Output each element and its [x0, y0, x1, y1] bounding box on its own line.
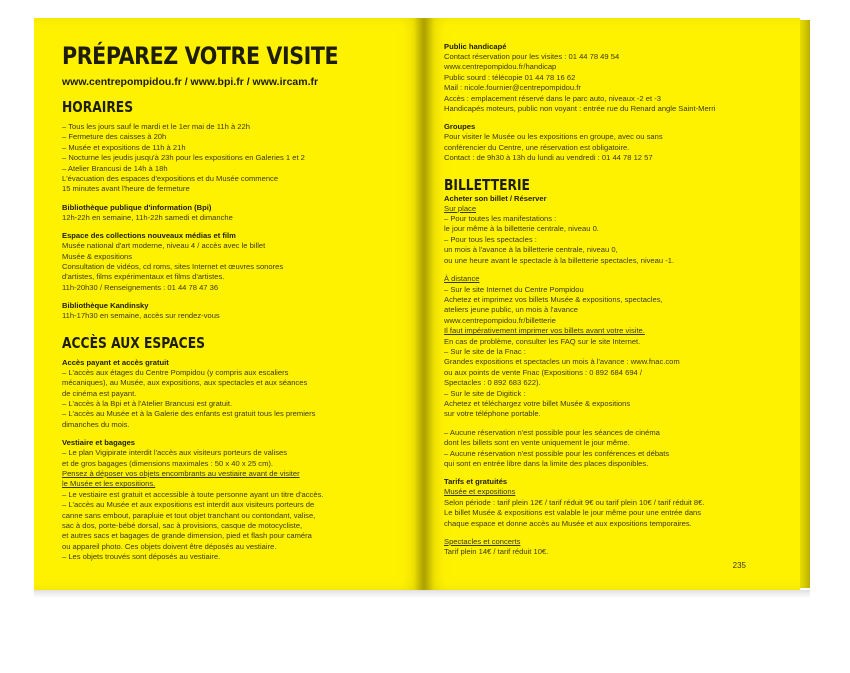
handicap-line: Public sourd : télécopie 01 44 78 16 62: [444, 72, 576, 82]
billetterie-heading: BILLETTERIE: [444, 175, 530, 194]
handicap-line: Contact réservation pour les visites : 01 44 78 49 54: [444, 52, 620, 61]
distance-line: – Sur le site de Digitick :: [444, 388, 526, 398]
distance-line: – Sur le site Internet du Centre Pompidou: [444, 284, 584, 294]
vestiaire-notice: Pensez à déposer vos objets encombrants au vestiaire avant de visiter: [62, 468, 300, 478]
surplace-label: Sur place: [444, 203, 477, 213]
spectacles-line: Tarif plein 14€ / tarif réduit 10€.: [444, 547, 549, 557]
page-number: 235: [732, 561, 746, 570]
acheter-heading: Acheter son billet / Réserver: [444, 193, 547, 203]
distance-line: Achetez et imprimez vos billets Musée & expositions, spectacles,: [444, 294, 663, 304]
distance-line: www.centrepompidou.fr/billetterie: [444, 315, 556, 325]
kandinsky-heading: Bibliothèque Kandinsky: [62, 301, 149, 311]
groupes-line: conférencier du Centre, une réservation est obligatoire.: [444, 142, 630, 152]
distance-line: ou aux points de vente Fnac (Expositions : 0 892 684 694 /: [444, 367, 642, 377]
acces-heading: ACCÈS AUX ESPACES: [62, 333, 205, 352]
vestiaire-line: – L'accès au Musée et aux expositions est interdit aux visiteurs porteurs de: [62, 500, 315, 510]
left-column: [62, 18, 402, 563]
vestiaire-line: sac à dos, porte-bébé dorsal, sac à provisions, casque de motocycliste,: [62, 520, 303, 530]
horaires-text: [62, 122, 402, 195]
vestiaire-line: et de gros bagages (dimensions maximales : 50 x 40 x 25 cm).: [62, 458, 274, 468]
page-title: PRÉPAREZ VOTRE VISITE: [62, 42, 339, 70]
musee-label: Musée et expositions: [444, 487, 516, 497]
handicap-line: www.centrepompidou.fr/handicap: [444, 62, 557, 72]
vestiaire-line: et autres sacs et bagages de grande dimension, pied et flash pour caméra: [62, 531, 312, 541]
distance-line: sur votre téléphone portable.: [444, 409, 541, 419]
groupes-line: Contact : de 9h30 à 13h du lundi au vendredi : 01 44 78 12 57: [444, 153, 653, 163]
page-edges: [800, 20, 810, 588]
spine-shadow: [414, 18, 434, 590]
media-line: Consultation de vidéos, cd roms, sites Internet et œuvres sonores: [62, 262, 284, 272]
horaires-line: – Fermeture des caisses à 20h: [62, 132, 167, 142]
kandinsky-line: 11h-17h30 en semaine, accès sur rendez-vous: [62, 311, 220, 321]
surplace-line: le jour même à la billetterie centrale, niveau 0.: [444, 224, 599, 234]
musee-line: Selon période : tarif plein 12€ / tarif réduit 9€ ou tarif plein 10€ / tarif réduit 8€.: [444, 497, 705, 507]
horaires-line: – Nocturne les jeudis jusqu'à 23h pour les expositions en Galeries 1 et 2: [62, 153, 305, 163]
media-heading: Espace des collections nouveaux médias et film: [62, 231, 236, 241]
distance-line: En cas de problème, consulter les FAQ sur le site Internet.: [444, 336, 641, 346]
media-line: Musée & expositions: [62, 251, 133, 261]
website-urls: www.centrepompidou.fr / www.bpi.fr / www.ircam.fr: [62, 76, 319, 88]
distance-line: – Sur le site de la Fnac :: [444, 346, 526, 356]
media-line: 11h-20h30 / Renseignements : 01 44 78 47 36: [62, 282, 219, 292]
surplace-line: – Pour tous les spectacles :: [444, 234, 537, 244]
tarifs-heading: Tarifs et gratuités: [444, 477, 508, 487]
note-line: qui sont en entrée libre dans la limite des places disponibles.: [444, 459, 649, 468]
musee-line: Le billet Musée & expositions est valable le jour même pour une entrée dans: [444, 508, 702, 518]
horaires-line: – Atelier Brancusi de 14h à 18h: [62, 163, 168, 173]
note-line: – Aucune réservation n'est possible pour les séances de cinéma: [444, 427, 660, 437]
horaires-line: 15 minutes avant l'heure de fermeture: [62, 184, 190, 194]
surplace-line: – Pour toutes les manifestations :: [444, 214, 557, 224]
surplace-line: un mois à l'avance à la billetterie centrale, niveau 0,: [444, 245, 618, 255]
media-line: d'artistes, films expérimentaux et films d'artistes.: [62, 272, 225, 282]
horaires-line: – Musée et expositions de 11h à 21h: [62, 142, 186, 152]
groupes-heading: Groupes: [444, 122, 476, 132]
handicap-line: Accès : emplacement réservé dans le parc auto, niveaux -2 et -3: [444, 93, 661, 103]
horaires-heading: HORAIRES: [62, 98, 134, 116]
right-page: [424, 18, 800, 590]
handicap-line: Handicapés moteurs, public non voyant : entrée rue du Renard angle Saint-Merri: [444, 104, 716, 114]
bpi-line: 12h-22h en semaine, 11h-22h samedi et dimanche: [62, 212, 233, 222]
groupes-line: Pour visiter le Musée ou les expositions en groupe, avec ou sans: [444, 132, 663, 142]
distance-notice: Il faut impérativement imprimer vos billets avant votre visite.: [444, 326, 645, 336]
book-spread: [34, 18, 810, 590]
handicap-line: Mail : nicole.fournier@centrepompidou.fr: [444, 83, 581, 93]
acces-line: mécaniques), au Musée, aux expositions, aux spectacles et aux séances: [62, 378, 308, 388]
horaires-line: L'évacuation des espaces d'expositions et du Musée commence: [62, 174, 279, 184]
surplace-line: ou une heure avant le spectacle à la billetterie spectacles, niveau -1.: [444, 255, 675, 265]
distance-line: ateliers jeune public, un mois à l'avance: [444, 305, 578, 315]
acces-line: dimanches du mois.: [62, 419, 130, 429]
left-page: [34, 18, 424, 590]
vestiaire-line: – Le vestiaire est gratuit et accessible à toute personne ayant un titre d'accès.: [62, 489, 324, 499]
distance-line: Achetez et téléchargez votre billet Musée & expositions: [444, 398, 631, 408]
musee-line: chaque espace et donne accès au Musée et aux expositions temporaires.: [444, 518, 692, 528]
acces-line: de cinéma est payant.: [62, 388, 137, 398]
vestiaire-line: ou appareil photo. Ces objets doivent être déposés au vestiaire.: [62, 541, 277, 551]
media-line: Musée national d'art moderne, niveau 4 / accès avec le billet: [62, 241, 266, 251]
book-shadow: [34, 590, 810, 598]
distance-line: Spectacles : 0 892 683 622).: [444, 378, 541, 388]
bpi-heading: Bibliothèque publique d'information (Bpi): [62, 202, 212, 212]
note-line: – Aucune réservation n'est possible pour les conférences et débats: [444, 448, 670, 458]
acces-payant-heading: Accès payant et accès gratuit: [62, 357, 169, 367]
spectacles-label: Spectacles et concerts: [444, 537, 521, 547]
acces-line: – L'accès aux étages du Centre Pompidou (y compris aux escaliers: [62, 367, 289, 377]
acces-line: – L'accès à la Bpi et à l'Atelier Brancusi est gratuit.: [62, 398, 233, 408]
horaires-line: – Tous les jours sauf le mardi et le 1er mai de 11h à 22h: [62, 122, 250, 131]
handicap-heading: Public handicapé: [444, 42, 507, 51]
vestiaire-heading: Vestiaire et bagages: [62, 438, 136, 448]
distance-label: À distance: [444, 274, 480, 284]
right-column: [444, 42, 744, 558]
acces-line: – L'accès au Musée et à la Galerie des enfants est gratuit tous les premiers: [62, 409, 316, 419]
vestiaire-line: canne sans embout, parapluie et tout objet tranchant ou contondant, valise,: [62, 510, 316, 520]
note-line: dont les billets sont en vente uniquement le jour même.: [444, 438, 630, 448]
vestiaire-notice: le Musée et les expositions.: [62, 479, 156, 489]
distance-line: Grandes expositions et spectacles un mois à l'avance : www.fnac.com: [444, 357, 680, 367]
vestiaire-line: – Le plan Vigipirate interdit l'accès aux visiteurs porteurs de valises: [62, 448, 288, 458]
vestiaire-line: – Les objets trouvés sont déposés au vestiaire.: [62, 552, 221, 562]
